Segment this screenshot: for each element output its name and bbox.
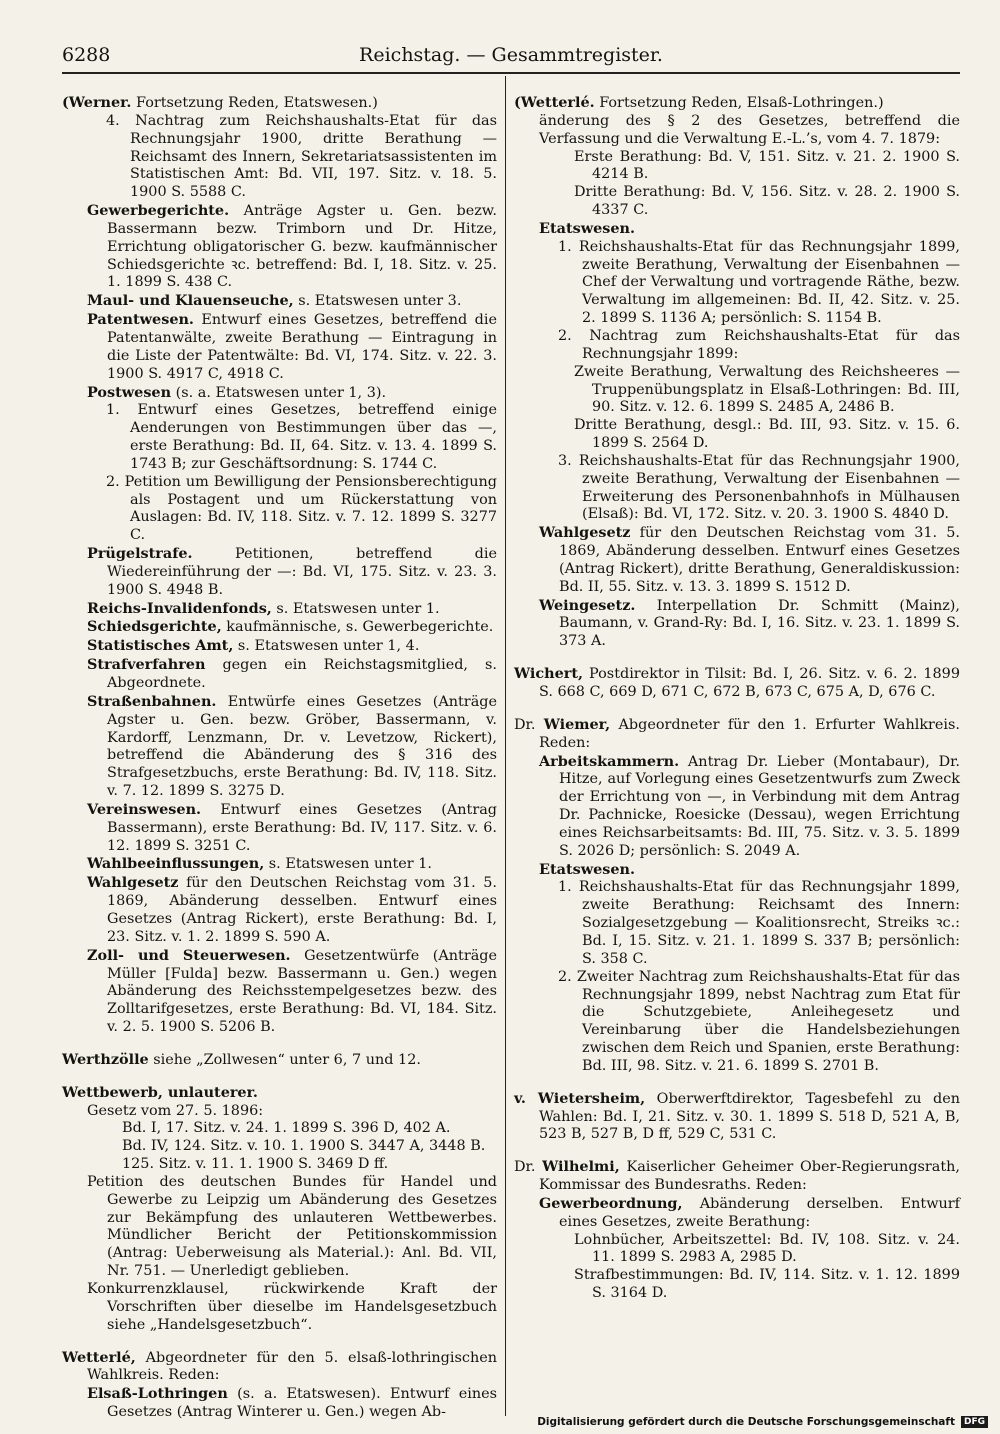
entry-text: Abgeordneter für den 1. Erfurter Wahlkreis. Reden: — [539, 716, 960, 751]
index-entry — [62, 947, 497, 1037]
right-column — [514, 94, 960, 1303]
index-entry — [514, 524, 960, 596]
index-entry — [62, 292, 497, 311]
entry-text: siehe „Zollwesen“ unter 6, 7 und 12. — [148, 1051, 421, 1068]
entry-text: Oberwerftdirektor, Tagesbefehl zu den Wahlen: Bd. I, 21. Sitz. v. 30. 1. 1899 S. 518 D, 521 A, B, 523 B, 527 B, D ff, 529 C, 531 C. — [539, 1090, 960, 1143]
column-divider — [505, 76, 506, 1416]
entry-keyword: Etatswesen. — [539, 219, 635, 237]
footer-text: Digitalisierung gefördert durch die Deutsche Forschungsgemeinschaft — [537, 1416, 955, 1428]
index-entry — [514, 417, 960, 453]
entry-text: für den Deutschen Reichstag vom 31. 5. 1869, Abänderung desselben. Entwurf eines Gesetzes (Antrag Rickert), dritte Berathung, Generaldiskussion: Bd. II, 55. Sitz. v. 13. 3. 1899 S. 1512 D. — [559, 525, 960, 595]
entry-text: Petition des deutschen Bundes für Handel und Gewerbe zu Leipzig um Abänderung des Gesetzes zur Bekämpfung des unlauteren Wettbewerbes. Mündlicher Bericht der Petitionskommission (Antrag: Ueberweisung als Material.): Anl. Bd. VII, Nr. 751. — Unerledigt geblieben. — [87, 1173, 497, 1280]
index-entry — [62, 94, 497, 113]
index-entry — [514, 1195, 960, 1232]
entry-keyword: Maul- und Klauenseuche, — [87, 292, 294, 310]
spacer — [62, 1037, 497, 1051]
entry-keyword: Straßenbahnen. — [87, 692, 217, 710]
entry-text: Dritte Berathung, desgl.: Bd. III, 93. Sitz. v. 15. 6. 1899 S. 2564 D. — [574, 417, 960, 452]
index-entry — [514, 220, 960, 239]
entry-keyword: Wahlgesetz — [87, 874, 179, 892]
entry-text: 2. Nachtrag zum Reichshaushalts-Etat für das Rechnungsjahr 1899: — [558, 327, 960, 362]
spacer — [514, 1076, 960, 1090]
index-entry — [62, 1385, 497, 1422]
index-entry — [62, 1349, 497, 1386]
entry-text: Erste Berathung: Bd. V, 151. Sitz. v. 21. 2. 1900 S. 4214 B. — [574, 148, 960, 183]
footer — [537, 1416, 988, 1428]
running-title: Reichstag. — Gesammtregister. — [359, 44, 663, 66]
index-entry — [514, 94, 960, 113]
index-entry — [514, 716, 960, 753]
page-header — [62, 44, 960, 70]
index-entry — [62, 474, 497, 545]
index-entry — [62, 1084, 497, 1103]
index-entry — [514, 1232, 960, 1268]
entry-keyword: Wahlgesetz — [539, 524, 631, 542]
index-entry — [514, 239, 960, 328]
entry-keyword: Werthzölle — [62, 1050, 149, 1068]
entry-text: Dr. — [514, 716, 544, 733]
entry-keyword: Wettbewerb, unlauterer. — [62, 1083, 258, 1101]
entry-text: Gesetzentwürfe (Anträge Müller [Fulda] bezw. Bassermann u. Gen.) wegen Abänderung des Reichsstempelgesetzes bezw. des Zolltarifgesetzes, erste Berathung: Bd. VI, 184. Sitz. v. 2. 5. 1900 S. 5206 B. — [107, 947, 498, 1036]
entry-text: änderung des § 2 des Gesetzes, betreffend die Verfassung und die Verwaltung E.-L.’s, vom 4. 7. 1879: — [539, 112, 960, 147]
index-entry — [62, 1281, 497, 1335]
entry-text: Gesetz vom 27. 5. 1896: — [87, 1102, 264, 1119]
index-entry — [62, 311, 497, 383]
index-entry — [514, 149, 960, 185]
entry-text: Fortsetzung Reden, Elsaß-Lothringen.) — [594, 95, 884, 111]
entry-keyword: Elsaß-Lothringen — [87, 1385, 228, 1403]
entry-keyword: v. Wietersheim, — [514, 1089, 646, 1107]
index-entry — [62, 545, 497, 600]
index-entry — [62, 801, 497, 856]
index-entry — [514, 879, 960, 968]
entry-text: Konkurrenzklausel, rückwirkende Kraft der Vorschriften über dieselbe im Handelsgesetzbuch siehe „Handelsgesetzbuch“. — [87, 1281, 497, 1333]
entry-keyword: Vereinswesen. — [87, 800, 202, 818]
entry-text: Petitionen, betreffend die Wiedereinführung der —: Bd. VI, 175. Sitz. v. 23. 3. 1900 S. 4948 B. — [107, 546, 497, 598]
page-number: 6288 — [62, 44, 111, 66]
index-entry — [62, 1138, 497, 1156]
index-entry — [514, 861, 960, 880]
entry-text: Strafbestimmungen: Bd. IV, 114. Sitz. v. 1. 12. 1899 S. 3164 D. — [574, 1267, 960, 1302]
index-entry — [62, 402, 497, 473]
entry-text: (s. a. Etatswesen unter 1, 3). — [171, 384, 387, 401]
entry-text: 125. Sitz. v. 11. 1. 1900 S. 3469 D ff. — [122, 1156, 389, 1173]
index-entry — [62, 1156, 497, 1174]
entry-text: für den Deutschen Reichstag vom 31. 5. 1869, Abänderung desselben. Entwurf eines Gesetzes (Antrag Rickert), erste Berathung: Bd. I, 23. Sitz. v. 1. 2. 1899 S. 590 A. — [107, 875, 497, 945]
spacer — [514, 651, 960, 665]
index-entry — [62, 855, 497, 874]
dfg-logo: DFG — [961, 1416, 988, 1428]
entry-keyword: Schiedsgerichte, — [87, 618, 222, 636]
index-entry — [62, 1174, 497, 1281]
entry-text: 1. Reichshaushalts-Etat für das Rechnungsjahr 1899, zweite Berathung, Verwaltung der Eisenbahnen — Chef der Verwaltung und vortragende Räthe, bezw. Verwaltung im allgemeinen: Bd. II, 42. Sitz. v. 25. 2. 1899 S. 1136 A; persönlich: S. 1154 B. — [558, 238, 960, 327]
entry-text: s. Etatswesen unter 1, 4. — [233, 638, 420, 655]
entry-keyword: Wilhelmi, — [542, 1158, 620, 1176]
entry-text: 4. Nachtrag zum Reichshaushalts-Etat für das Rechnungsjahr 1900, dritte Berathung — Reichsamt des Innern, Sekretariatsassistenten im Statistischen Amt: Bd. VII, 197. Sitz. v. 18. 5. 1900 S. 5588 C. — [106, 112, 497, 201]
entry-text: s. Etatswesen unter 1. — [271, 600, 440, 617]
entry-text: Bd. IV, 124. Sitz. v. 10. 1. 1900 S. 3447 A, 3448 B. — [122, 1138, 486, 1155]
index-entry — [62, 656, 497, 693]
entry-keyword: Wiemer, — [543, 715, 611, 733]
entry-text: s. Etatswesen unter 1. — [264, 856, 432, 873]
entry-keyword: Reichs-Invalidenfonds, — [87, 599, 272, 617]
entry-keyword: Statistisches Amt, — [87, 637, 234, 655]
entry-keyword: Weingesetz. — [539, 596, 636, 614]
entry-keyword: Patentwesen. — [87, 311, 194, 329]
entry-text: Entwurf eines Gesetzes (Antrag Bassermann), erste Berathung: Bd. IV, 117. Sitz. v. 6. 12. 1899 S. 3251 C. — [107, 801, 497, 854]
index-entry — [62, 113, 497, 202]
entry-text: Kaiserlicher Geheimer Ober-Regierungsrath, Kommissar des Bundesraths. Reden: — [539, 1159, 961, 1194]
entry-text: Dr. — [514, 1159, 543, 1176]
entry-text: kaufmännische, s. Gewerbegerichte. — [221, 619, 494, 636]
index-entry — [514, 1158, 960, 1195]
entry-text: Fortsetzung Reden, Etatswesen.) — [131, 95, 378, 111]
index-entry — [62, 384, 497, 403]
spacer — [62, 1335, 497, 1349]
entry-keyword: Arbeitskammern. — [539, 752, 680, 770]
index-entry — [62, 637, 497, 656]
index-entry — [514, 753, 960, 861]
entry-keyword: Wahlbeeinflussungen, — [87, 855, 265, 873]
entry-text: Anträge Agster u. Gen. bezw. Bassermann bezw. Trimborn und Dr. Hitze, Errichtung obligatorischer G. bezw. kaufmännischer Schiedsgerichte ꝛc. betreffend: Bd. I, 18. Sitz. v. 25. 1. 1899 S. 438 C. — [107, 203, 497, 291]
spacer — [62, 1070, 497, 1084]
index-entry — [514, 364, 960, 418]
index-entry — [514, 184, 960, 220]
index-entry — [514, 597, 960, 652]
entry-keyword: (Wetterlé. — [514, 94, 595, 111]
entry-keyword: Wichert, — [514, 665, 583, 683]
entry-text: s. Etatswesen unter 3. — [293, 293, 462, 310]
entry-text: (s. a. Etatswesen). Entwurf eines Gesetzes (Antrag Winterer u. Gen.) wegen Ab- — [107, 1386, 497, 1421]
entry-text: Entwürfe eines Gesetzes (Anträge Agster u. Gen. bezw. Gröber, Bassermann, v. Kardorff, Lenzmann, Dr. v. Levetzow, Rickert), betreffend die Abänderung des § 316 des Strafgesetzbuchs, erste Berathung: Bd. IV, 118. Sitz. v. 7. 12. 1899 S. 3275 D. — [107, 693, 497, 800]
spacer — [514, 1144, 960, 1158]
index-entry — [62, 1051, 497, 1070]
entry-keyword: Prügelstrafe. — [87, 545, 193, 563]
entry-keyword: Gewerbegerichte. — [87, 202, 230, 220]
entry-keyword: (Werner. — [62, 94, 132, 111]
entry-text: 2. Petition um Bewilligung der Pensionsberechtigung als Postagent und um Rückerstattung von Auslagen: Bd. IV, 118. Sitz. v. 7. 12. 1899 S. 3277 C. — [106, 473, 497, 544]
entry-text: Antrag Dr. Lieber (Montabaur), Dr. Hitze, auf Vorlegung eines Gesetzentwurfs zum Zweck der Errichtung von —, in Verbindung mit dem Antrag Dr. Pachnicke, Roesicke (Dessau), wegen Errichtung eines Reichsarbeitsamts: Bd. III, 75. Sitz. v. 3. 5. 1899 S. 2026 D; persönlich: S. 2049 A. — [559, 753, 960, 859]
entry-text: 1. Entwurf eines Gesetzes, betreffend einige Aenderungen von Bestimmungen über das —, erste Berathung: Bd. II, 64. Sitz. v. 13. 4. 1899 S. 1743 B; zur Geschäftsordnung: S. 1744 C. — [106, 402, 497, 472]
index-entry — [514, 665, 960, 702]
entry-text: 2. Zweiter Nachtrag zum Reichshaushalts-Etat für das Rechnungsjahr 1899, nebst Nachtrag zum Etat für die Schutzgebiete, Anleihegesetz und Vereinbarung über die Handelsbeziehungen zwischen dem Reich und Spanien, erste Berathung: Bd. III, 98. Sitz. v. 21. 6. 1899 S. 2701 B. — [558, 968, 961, 1074]
index-entry — [514, 328, 960, 364]
spacer — [514, 702, 960, 716]
index-entry — [514, 1267, 960, 1303]
entry-text: 1. Reichshaushalts-Etat für das Rechnungsjahr 1899, zweite Berathung: Reichsamt des Innern: Sozialgesetzgebung — Koalitionsrecht, Streiks ꝛc.: Bd. I, 15. Sitz. v. 21. 1. 1899 S. 337 B; persönlich: S. 358 C. — [558, 879, 960, 967]
index-entry — [62, 693, 497, 801]
index-entry — [62, 1103, 497, 1121]
entry-keyword: Postwesen — [87, 383, 172, 401]
entry-text: Interpellation Dr. Schmitt (Mainz), Baumann, v. Grand-Ry: Bd. I, 16. Sitz. v. 23. 1. 1899 S. 373 A. — [559, 597, 960, 650]
index-entry — [514, 113, 960, 149]
entry-text: gegen ein Reichstagsmitglied, s. Abgeordnete. — [107, 657, 497, 691]
entry-keyword: Etatswesen. — [539, 860, 635, 878]
entry-text: Postdirektor in Tilsit: Bd. I, 26. Sitz. v. 6. 2. 1899 S. 668 C, 669 D, 671 C, 672 B, 673 C, 675 A, D, 676 C. — [539, 666, 960, 700]
index-entry — [62, 202, 497, 292]
index-entry — [62, 1120, 497, 1138]
entry-text: Abänderung derselben. Entwurf eines Gesetzes, zweite Berathung: — [559, 1195, 960, 1230]
entry-text: Lohnbücher, Arbeitszettel: Bd. IV, 108. Sitz. v. 24. 11. 1899 S. 2983 A, 2985 D. — [574, 1231, 960, 1266]
entry-text: Zweite Berathung, Verwaltung des Reichsheeres — Truppenübungsplatz in Elsaß-Lothringen: Bd. III, 90. Sitz. v. 12. 6. 1899 S. 2485 A, 2486 B. — [574, 363, 960, 416]
index-entry — [514, 453, 960, 524]
entry-text: 3. Reichshaushalts-Etat für das Rechnungsjahr 1900, zweite Berathung, Verwaltung der Eisenbahnen — Erweiterung des Personenbahnhofs in Mülhausen (Elsaß): Bd. VI, 172. Sitz. v. 20. 3. 1900 S. 4840 D. — [558, 452, 960, 523]
entry-keyword: Gewerbeordnung, — [539, 1194, 683, 1212]
index-entry — [62, 618, 497, 637]
index-entry — [514, 1090, 960, 1145]
entry-keyword: Wetterlé, — [62, 1348, 136, 1366]
entry-keyword: Strafverfahren — [87, 656, 206, 674]
entry-text: Bd. I, 17. Sitz. v. 24. 1. 1899 S. 396 D, 402 A. — [122, 1120, 451, 1137]
entry-text: Dritte Berathung: Bd. V, 156. Sitz. v. 28. 2. 1900 S. 4337 C. — [574, 184, 960, 219]
index-entry — [62, 874, 497, 946]
entry-text: Abgeordneter für den 5. elsaß-lothringischen Wahlkreis. Reden: — [87, 1349, 497, 1384]
left-column — [62, 94, 497, 1422]
entry-text: Entwurf eines Gesetzes, betreffend die Patentanwälte, zweite Berathung — Eintragung in die Liste der Patentwälte: Bd. VI, 174. Sitz. v. 22. 3. 1900 S. 4917 C, 4918 C. — [107, 312, 497, 382]
index-entry — [62, 600, 497, 619]
entry-keyword: Zoll- und Steuerwesen. — [87, 946, 291, 964]
index-entry — [514, 969, 960, 1076]
header-rule — [62, 72, 960, 74]
